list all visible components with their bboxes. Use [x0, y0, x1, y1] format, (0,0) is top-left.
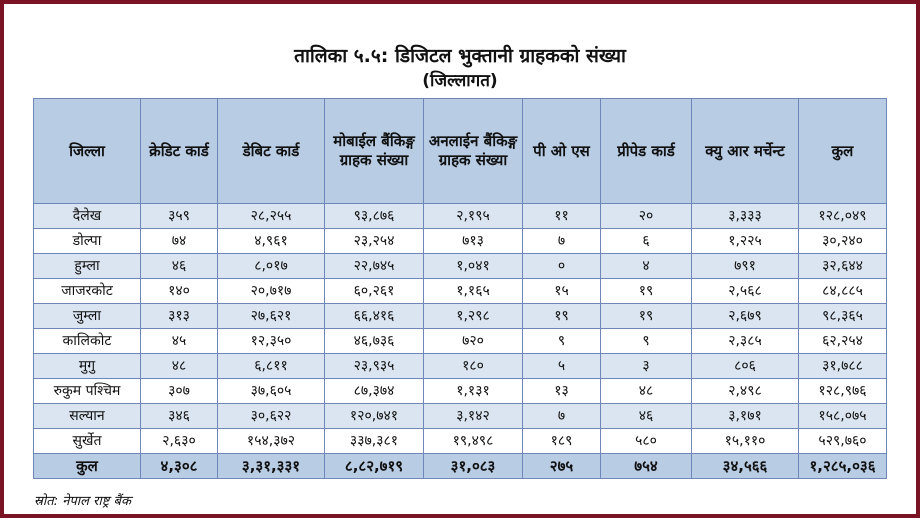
cell-credit-card: १४०: [141, 279, 218, 304]
total-credit-card: ४,३०८: [141, 454, 218, 479]
cell-debit-card: ८,०१७: [218, 254, 325, 279]
total-mobile-banking: ८,८२,७१९: [325, 454, 424, 479]
table-subtitle: (जिल्लागत): [422, 71, 498, 91]
cell-pos: ७: [523, 229, 601, 254]
cell-prepaid-card: ५८०: [601, 429, 692, 454]
cell-debit-card: २७,६२१: [218, 304, 325, 329]
cell-online-banking: ३,१४२: [424, 404, 523, 429]
cell-debit-card: ४,९६१: [218, 229, 325, 254]
cell-online-banking: १,२९८: [424, 304, 523, 329]
total-pos: २७५: [523, 454, 601, 479]
cell-prepaid-card: १९: [601, 279, 692, 304]
cell-debit-card: २०,७१७: [218, 279, 325, 304]
cell-credit-card: ४६: [141, 254, 218, 279]
cell-pos: ७: [523, 404, 601, 429]
cell-debit-card: ३७,६०५: [218, 379, 325, 404]
header-district: जिल्ला: [34, 99, 141, 204]
cell-mobile-banking: ३३७,३८१: [325, 429, 424, 454]
cell-district: कालिकोट: [34, 329, 141, 354]
cell-district: दैलेख: [34, 204, 141, 229]
cell-district: सल्यान: [34, 404, 141, 429]
cell-pos: ९: [523, 329, 601, 354]
total-label: कुल: [34, 454, 141, 479]
cell-online-banking: १८०: [424, 354, 523, 379]
cell-qr-merchant: १५,११०: [692, 429, 799, 454]
table-row: [34, 304, 887, 329]
cell-credit-card: ३०७: [141, 379, 218, 404]
cell-online-banking: १,०४१: [424, 254, 523, 279]
cell-total: १२८,९७६: [799, 379, 887, 404]
total-online-banking: ३१,०८३: [424, 454, 523, 479]
cell-online-banking: ७१३: [424, 229, 523, 254]
header-prepaid-card: प्रीपेड कार्ड: [601, 99, 692, 204]
digital-payment-table: [33, 98, 887, 479]
header-total: कुल: [799, 99, 887, 204]
cell-qr-merchant: १,२२५: [692, 229, 799, 254]
table-row: [34, 429, 887, 454]
cell-qr-merchant: २,४९८: [692, 379, 799, 404]
cell-mobile-banking: १२०,७४१: [325, 404, 424, 429]
cell-prepaid-card: ६: [601, 229, 692, 254]
cell-pos: १९: [523, 304, 601, 329]
cell-district: सुर्खेत: [34, 429, 141, 454]
cell-total: ५२९,७६०: [799, 429, 887, 454]
table-row: [34, 329, 887, 354]
cell-total: ३०,२४०: [799, 229, 887, 254]
table-row: [34, 379, 887, 404]
cell-debit-card: ३०,६२२: [218, 404, 325, 429]
cell-credit-card: ३५९: [141, 204, 218, 229]
total-grand: १,२८५,०३६: [799, 454, 887, 479]
cell-total: ६२,२५४: [799, 329, 887, 354]
cell-credit-card: ४५: [141, 329, 218, 354]
cell-mobile-banking: ९३,८७६: [325, 204, 424, 229]
cell-mobile-banking: २३,२५४: [325, 229, 424, 254]
cell-qr-merchant: २,५६८: [692, 279, 799, 304]
table-row: [34, 254, 887, 279]
cell-qr-merchant: २,३८५: [692, 329, 799, 354]
cell-mobile-banking: ४६,७३६: [325, 329, 424, 354]
cell-online-banking: १९,४९८: [424, 429, 523, 454]
cell-total: ९८,३६५: [799, 304, 887, 329]
cell-prepaid-card: ४६: [601, 404, 692, 429]
cell-credit-card: ७४: [141, 229, 218, 254]
cell-district: मुगु: [34, 354, 141, 379]
cell-prepaid-card: ४: [601, 254, 692, 279]
cell-credit-card: ४८: [141, 354, 218, 379]
cell-mobile-banking: ८७,३७४: [325, 379, 424, 404]
cell-mobile-banking: २३,९३५: [325, 354, 424, 379]
cell-prepaid-card: ४८: [601, 379, 692, 404]
table-row: [34, 204, 887, 229]
cell-pos: ०: [523, 254, 601, 279]
table-row: [34, 229, 887, 254]
cell-qr-merchant: ३,१७१: [692, 404, 799, 429]
cell-mobile-banking: ६६,४१६: [325, 304, 424, 329]
total-prepaid-card: ७५४: [601, 454, 692, 479]
cell-district: हुम्ला: [34, 254, 141, 279]
cell-online-banking: १,१६५: [424, 279, 523, 304]
header-mobile-banking: मोबाईल बैंकिङ्ग ग्राहक संख्या: [325, 99, 424, 204]
cell-debit-card: २८,२५५: [218, 204, 325, 229]
cell-district: जाजरकोट: [34, 279, 141, 304]
cell-prepaid-card: २०: [601, 204, 692, 229]
cell-debit-card: १५४,३७२: [218, 429, 325, 454]
header-pos: पी ओ एस: [523, 99, 601, 204]
cell-total: १२८,०४९: [799, 204, 887, 229]
cell-pos: १५: [523, 279, 601, 304]
cell-online-banking: ७२०: [424, 329, 523, 354]
cell-district: डोल्पा: [34, 229, 141, 254]
cell-online-banking: २,१९५: [424, 204, 523, 229]
source-note: स्रोत: नेपाल राष्ट्र बैंक: [34, 494, 131, 509]
cell-total: ३१,७८८: [799, 354, 887, 379]
table-row: [34, 354, 887, 379]
cell-pos: १८९: [523, 429, 601, 454]
header-credit-card: क्रेडिट कार्ड: [141, 99, 218, 204]
cell-pos: ५: [523, 354, 601, 379]
cell-mobile-banking: ६०,२६१: [325, 279, 424, 304]
table-row: [34, 279, 887, 304]
cell-prepaid-card: १९: [601, 304, 692, 329]
cell-district: जुम्ला: [34, 304, 141, 329]
header-qr-merchant: क्यु आर मर्चेन्ट: [692, 99, 799, 204]
cell-prepaid-card: ३: [601, 354, 692, 379]
table-row: [34, 404, 887, 429]
cell-online-banking: १,१३१: [424, 379, 523, 404]
total-qr-merchant: ३४,५६६: [692, 454, 799, 479]
cell-pos: ११: [523, 204, 601, 229]
cell-total: ३२,६४४: [799, 254, 887, 279]
header-online-banking: अनलाईन बैंकिङ्ग ग्राहक संख्या: [424, 99, 523, 204]
table-title: तालिका ५.५: डिजिटल भुक्तानी ग्राहकको संख्या: [294, 45, 626, 67]
header-debit-card: डेबिट कार्ड: [218, 99, 325, 204]
total-row: [34, 454, 887, 479]
cell-qr-merchant: ३,३३३: [692, 204, 799, 229]
cell-credit-card: २,६३०: [141, 429, 218, 454]
cell-qr-merchant: ८०६: [692, 354, 799, 379]
cell-debit-card: ६,८११: [218, 354, 325, 379]
cell-credit-card: ३१३: [141, 304, 218, 329]
header-row: [34, 99, 887, 204]
cell-total: १५८,०७५: [799, 404, 887, 429]
cell-prepaid-card: ९: [601, 329, 692, 354]
cell-total: ८४,८८५: [799, 279, 887, 304]
cell-pos: १३: [523, 379, 601, 404]
cell-district: रुकुम पश्चिम: [34, 379, 141, 404]
cell-qr-merchant: ७९१: [692, 254, 799, 279]
total-debit-card: ३,३१,३३१: [218, 454, 325, 479]
cell-qr-merchant: २,६७९: [692, 304, 799, 329]
cell-debit-card: १२,३५०: [218, 329, 325, 354]
cell-mobile-banking: २२,७४५: [325, 254, 424, 279]
cell-credit-card: ३४६: [141, 404, 218, 429]
